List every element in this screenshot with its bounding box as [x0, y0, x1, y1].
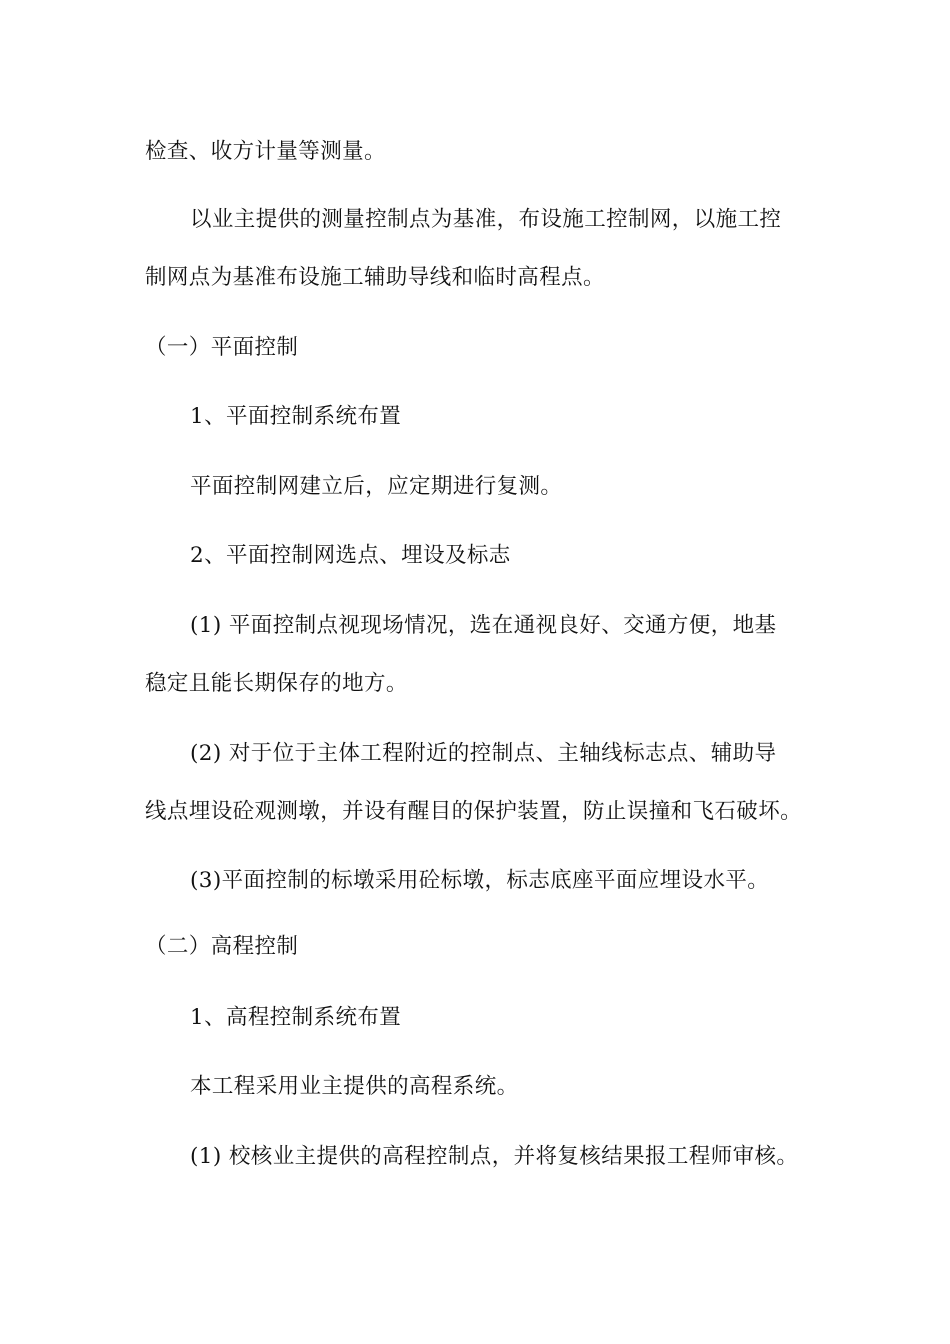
subsection-heading: 1、平面控制系统布置 [190, 404, 402, 429]
list-item: (2) 对于位于主体工程附近的控制点、主轴线标志点、辅助导 [190, 741, 777, 766]
list-item: (1) 平面控制点视现场情况，选在通视良好、交通方便，地基 [190, 613, 777, 638]
text-line: 检查、收方计量等测量。 [145, 139, 386, 164]
list-item: (1) 校核业主提供的高程控制点，并将复核结果报工程师审核。 [190, 1144, 799, 1169]
text-line: 稳定且能长期保存的地方。 [145, 671, 408, 696]
text-line: 线点埋设砼观测墩，并设有醒目的保护装置，防止误撞和飞石破坏。 [145, 799, 803, 824]
section-heading: （二）高程控制 [145, 934, 299, 959]
text-line: 平面控制网建立后，应定期进行复测。 [190, 474, 563, 499]
text-line: 制网点为基准布设施工辅助导线和临时高程点。 [145, 265, 605, 290]
subsection-heading: 2、平面控制网选点、埋设及标志 [190, 543, 511, 568]
section-heading: （一）平面控制 [145, 335, 299, 360]
text-line: 以业主提供的测量控制点为基准，布设施工控制网，以施工控 [190, 207, 782, 232]
subsection-heading: 1、高程控制系统布置 [190, 1005, 402, 1030]
list-item: (3)平面控制的标墩采用砼标墩，标志底座平面应埋设水平。 [190, 868, 770, 893]
text-line: 本工程采用业主提供的高程系统。 [190, 1074, 519, 1099]
